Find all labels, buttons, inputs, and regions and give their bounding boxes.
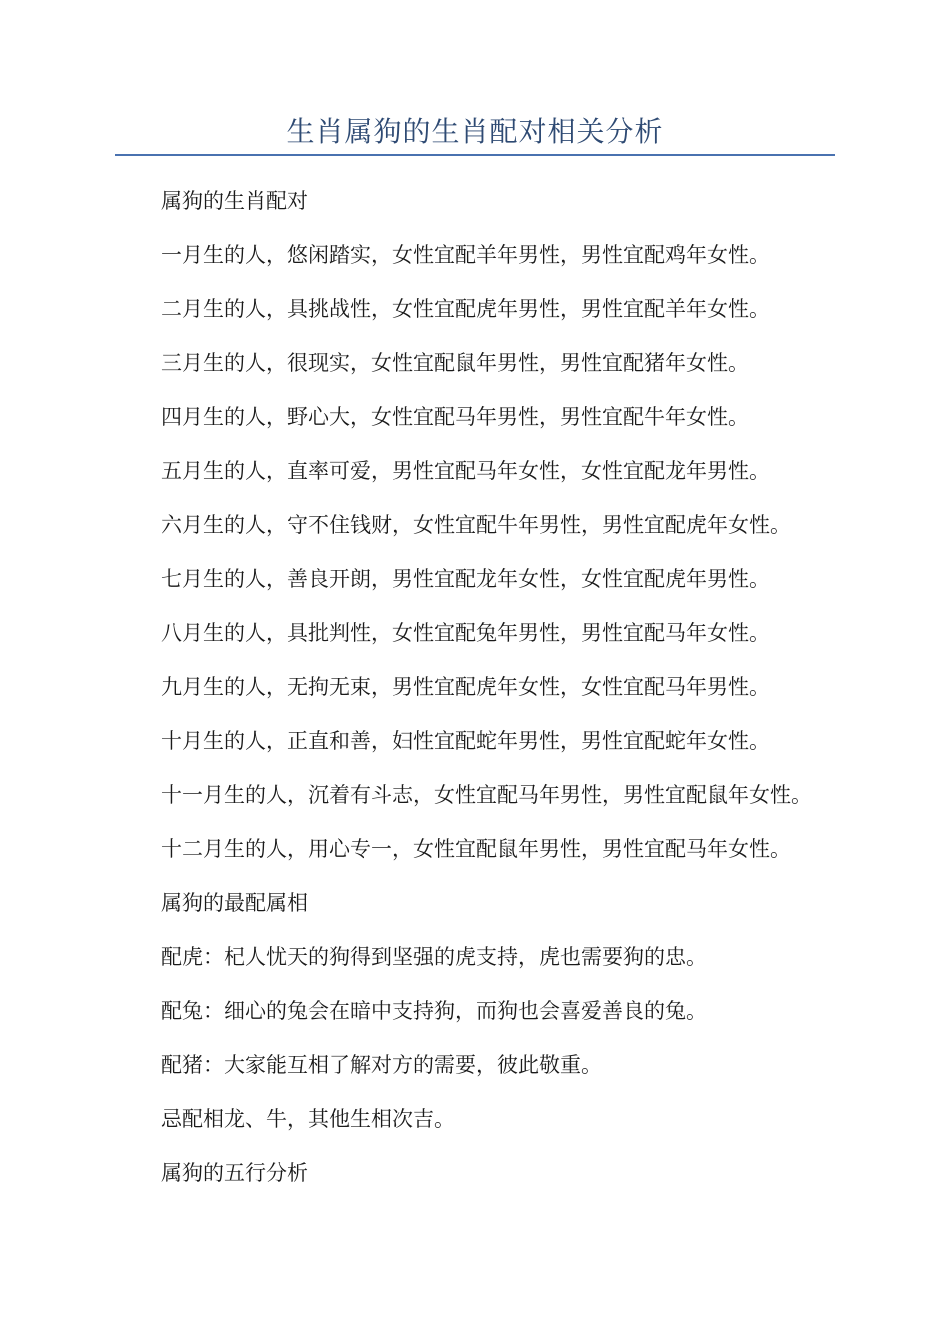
title-underline <box>115 154 835 156</box>
paragraph-month-6: 六月生的人，守不住钱财，女性宜配牛年男性，男性宜配虎年女性。 <box>161 513 791 537</box>
paragraph-match-pig: 配猪：大家能互相了解对方的需要，彼此敬重。 <box>161 1053 602 1077</box>
paragraph-month-8: 八月生的人，具批判性，女性宜配兔年男性，男性宜配马年女性。 <box>161 621 770 645</box>
section-heading-five-elements: 属狗的五行分析 <box>161 1161 308 1185</box>
paragraph-match-tiger: 配虎：杞人忧天的狗得到坚强的虎支持，虎也需要狗的忠。 <box>161 945 707 969</box>
paragraph-month-5: 五月生的人，直率可爱，男性宜配马年女性，女性宜配龙年男性。 <box>161 459 770 483</box>
paragraph-month-1: 一月生的人，悠闲踏实，女性宜配羊年男性，男性宜配鸡年女性。 <box>161 243 770 267</box>
paragraph-match-rabbit: 配兔：细心的兔会在暗中支持狗，而狗也会喜爱善良的兔。 <box>161 999 707 1023</box>
paragraph-month-10: 十月生的人，正直和善，妇性宜配蛇年男性，男性宜配蛇年女性。 <box>161 729 770 753</box>
paragraph-month-12: 十二月生的人，用心专一，女性宜配鼠年男性，男性宜配马年女性。 <box>161 837 791 861</box>
paragraph-month-2: 二月生的人，具挑战性，女性宜配虎年男性，男性宜配羊年女性。 <box>161 297 770 321</box>
document-body <box>115 174 835 1200</box>
paragraph-avoid: 忌配相龙、牛，其他生相次吉。 <box>161 1107 455 1131</box>
section-heading-pairing: 属狗的生肖配对 <box>161 189 308 213</box>
document-title: 生肖属狗的生肖配对相关分析 <box>286 115 664 148</box>
section-heading-best-match: 属狗的最配属相 <box>161 891 308 915</box>
paragraph-month-3: 三月生的人，很现实，女性宜配鼠年男性，男性宜配猪年女性。 <box>161 351 749 375</box>
paragraph-month-4: 四月生的人，野心大，女性宜配马年男性，男性宜配牛年女性。 <box>161 405 749 429</box>
paragraph-month-7: 七月生的人，善良开朗，男性宜配龙年女性，女性宜配虎年男性。 <box>161 567 770 591</box>
paragraph-month-9: 九月生的人，无拘无束，男性宜配虎年女性，女性宜配马年男性。 <box>161 675 770 699</box>
paragraph-month-11: 十一月生的人，沉着有斗志，女性宜配马年男性，男性宜配鼠年女性。 <box>161 783 812 807</box>
